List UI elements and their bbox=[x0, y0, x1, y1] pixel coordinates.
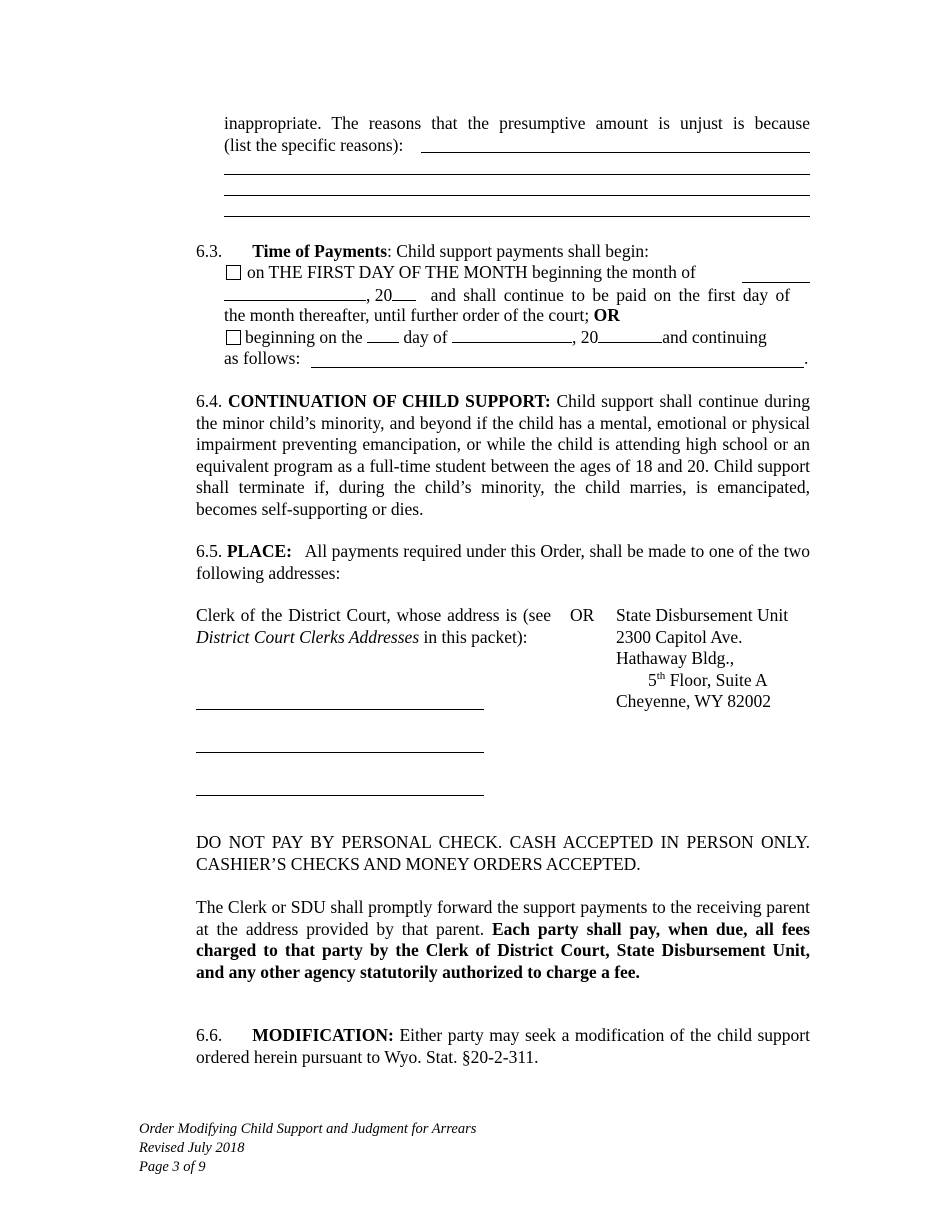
section-6-6 bbox=[196, 1025, 810, 1068]
beginning-checkbox[interactable] bbox=[226, 330, 241, 345]
section-6-5 bbox=[196, 541, 810, 584]
day-blank[interactable] bbox=[367, 326, 399, 343]
footer-revised: Revised July 2018 bbox=[139, 1140, 245, 1156]
section-6-4-title: CONTINUATION OF CHILD SUPPORT: bbox=[228, 391, 551, 411]
year-blank-1[interactable] bbox=[392, 284, 416, 301]
reasons-blank-3[interactable] bbox=[224, 195, 810, 196]
reasons-line2: (list the specific reasons): bbox=[224, 134, 404, 155]
option-first-day-row bbox=[226, 262, 696, 284]
section-6-4 bbox=[196, 391, 810, 520]
month-blank-2[interactable] bbox=[452, 326, 572, 343]
as-follows-period: . bbox=[804, 348, 809, 368]
clerk-address-blank-2[interactable] bbox=[196, 752, 484, 753]
reasons-blank-4[interactable] bbox=[224, 216, 810, 217]
footer-form-title: Order Modifying Child Support and Judgment for Arrears bbox=[139, 1121, 477, 1137]
clerk-address-blank-1[interactable] bbox=[196, 709, 484, 710]
month-blank-cont[interactable] bbox=[224, 284, 366, 301]
clerk-address-blank-3[interactable] bbox=[196, 795, 484, 796]
reasons-paragraph bbox=[224, 113, 810, 156]
section-6-3-intro: : Child support payments shall begin: bbox=[387, 241, 650, 261]
first-day-checkbox[interactable] bbox=[226, 265, 241, 280]
section-6-6-text: Either party may seek a modification of the child support ordered herein pursuant to Wyo. Stat. §20-2-311. bbox=[196, 1025, 810, 1067]
reasons-line1: inappropriate. The reasons that the presumptive amount is unjust is because bbox=[224, 113, 810, 133]
section-6-3-heading bbox=[196, 241, 649, 263]
option-beginning-row: beginning on the day of , 20 and continuing bbox=[226, 326, 767, 349]
section-6-3-title: Time of Payments bbox=[252, 241, 388, 261]
section-6-4-text: Child support shall continue during the minor child’s minority, and beyond if the child has a mental, emotional or physical impairment preventing emancipation, or while the child is attending high school or an equivalent program as a full-time student between the ages of 18 and 20. Child support shall terminate if, during the child’s minority, the child marries, is emancipated, becomes self-supporting or dies. bbox=[196, 391, 810, 519]
section-6-6-number: 6.6. bbox=[196, 1025, 223, 1045]
section-6-6-title: MODIFICATION: bbox=[252, 1025, 394, 1045]
forward-paragraph: The Clerk or SDU shall promptly forward the support payments to the receiving parent at the address provided by that parent. Each party shall pay, when due, all fees charged to that party by the Clerk of District Court, State Disbursement Unit, and any other agency statutorily authorized to charge a fee. bbox=[196, 897, 810, 982]
or-label: OR bbox=[593, 305, 620, 325]
sdu-address: State Disbursement Unit 2300 Capitol Ave. Hathaway Bldg., 5th Floor, Suite A Cheyenne, WY 82002 bbox=[616, 605, 789, 711]
payment-notice: DO NOT PAY BY PERSONAL CHECK. CASH ACCEPTED IN PERSON ONLY. CASHIER’S CHECKS AND MONEY ORDERS ACCEPTED. bbox=[196, 832, 810, 874]
as-follows-blank[interactable] bbox=[311, 367, 804, 368]
option-beginning-row-2: as follows: bbox=[224, 348, 301, 368]
year-blank-2[interactable] bbox=[598, 326, 662, 343]
reasons-blank-1[interactable] bbox=[421, 152, 810, 153]
footer-page-number: Page 3 of 9 bbox=[139, 1159, 206, 1175]
first-day-label: on THE FIRST DAY OF THE MONTH beginning the month of bbox=[247, 262, 696, 282]
page-footer bbox=[139, 1120, 476, 1177]
section-6-5-number: 6.5. bbox=[196, 541, 223, 561]
month-blank[interactable] bbox=[742, 282, 810, 283]
reasons-blank-2[interactable] bbox=[224, 174, 810, 175]
option-first-day-row-2: , 20 and shall continue to be paid on the first day of bbox=[224, 284, 810, 307]
section-6-5-text: All payments required under this Order, shall be made to one of the two following addresses: bbox=[196, 541, 811, 583]
section-6-5-title: PLACE: bbox=[226, 541, 292, 561]
section-6-3-number: 6.3. bbox=[196, 241, 223, 261]
option-first-day-row-3: the month thereafter, until further order of the court; OR bbox=[224, 305, 620, 325]
clerk-address-label: Clerk of the District Court, whose address is (see District Court Clerks Addresses in this packet): bbox=[196, 605, 551, 647]
address-or-label: OR bbox=[570, 605, 595, 625]
section-6-4-number: 6.4. bbox=[196, 391, 223, 411]
